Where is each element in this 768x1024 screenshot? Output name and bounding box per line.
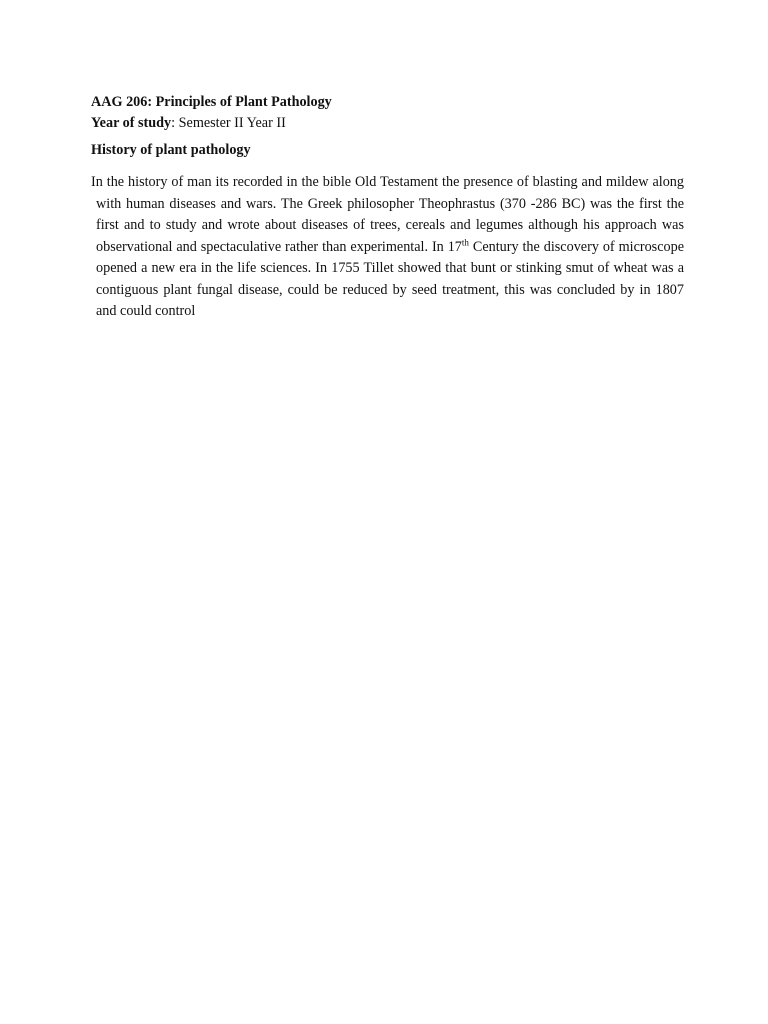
course-title: AAG 206: Principles of Plant Pathology — [91, 94, 332, 110]
body-paragraph — [91, 172, 684, 323]
paragraph-text-part1: In the history of man its recorded in the bible Old Testament the presence of blasting and mildew along with human diseases and wars. The Greek philosopher Theophrastus (370 -286 BC) was the first the first and to study and wrote about diseases of trees, cereals and legumes although his approach was observational and spectaculative rather than experimental. In 17 — [91, 174, 684, 255]
paragraph-text-part2: Century the discovery of microscope opened a new era in the life sciences. In 1755 Tillet showed that bunt or stinking smut of wheat was a contiguous plant fungal disease, could be reduced by seed treatment, this was concluded by in 1807 and could control — [96, 238, 684, 319]
year-of-study-label: Year of study — [91, 115, 172, 131]
document-header — [91, 92, 681, 134]
year-of-study-line — [91, 113, 681, 134]
year-of-study-value: : Semester II Year II — [171, 115, 286, 131]
section-heading: History of plant pathology — [91, 142, 251, 158]
paragraph-superscript: th — [461, 236, 469, 247]
